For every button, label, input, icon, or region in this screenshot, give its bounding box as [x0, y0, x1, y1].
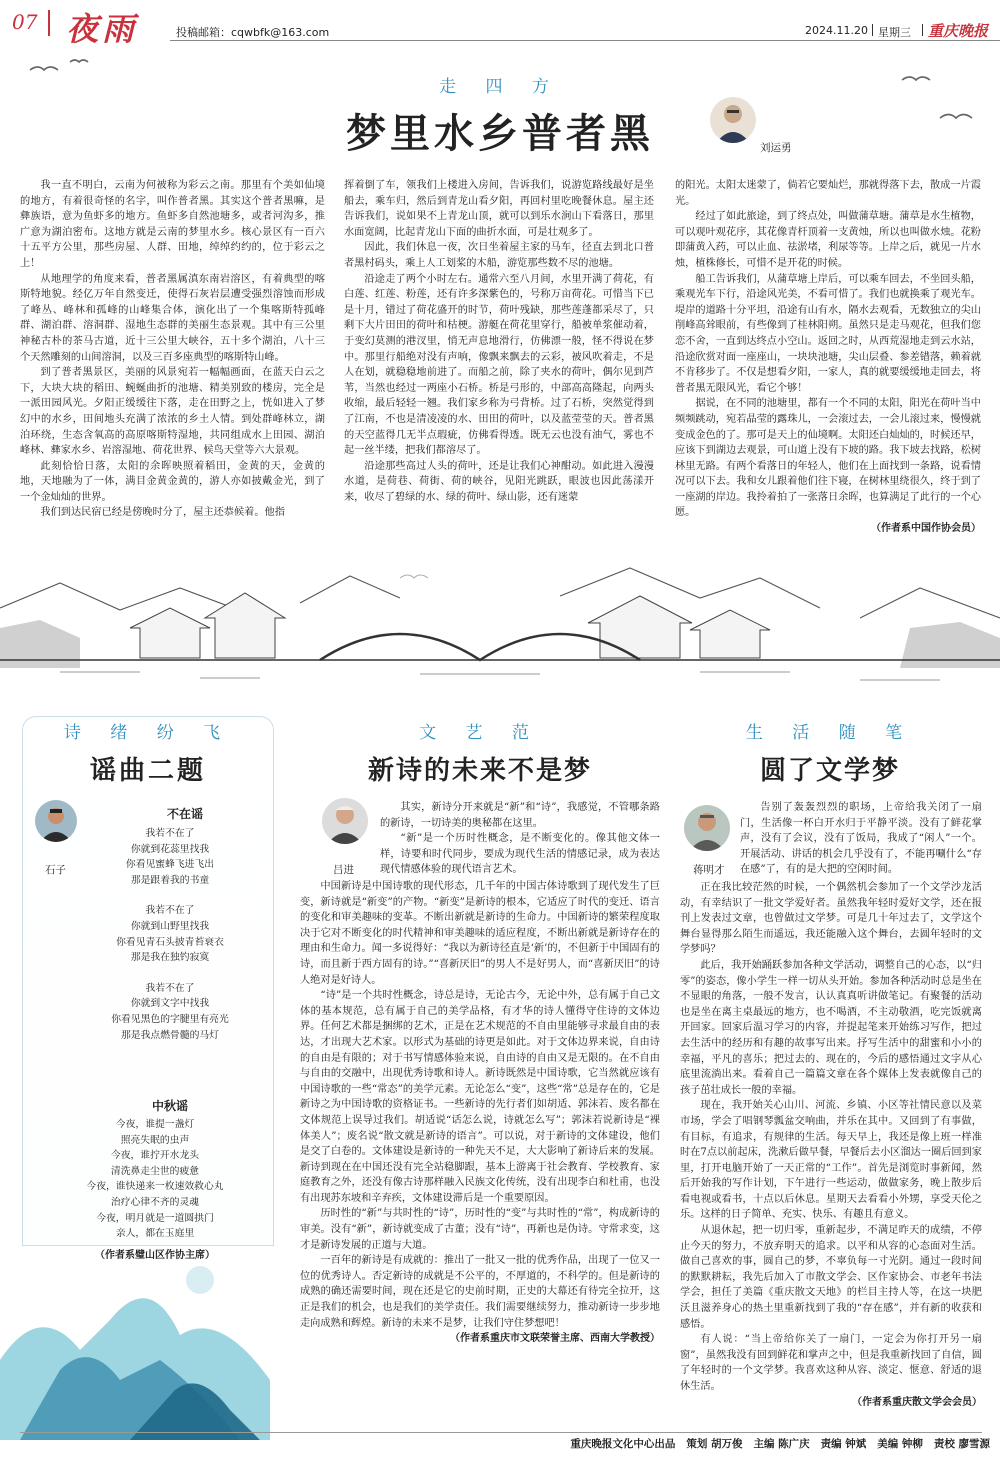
- lead-paragraph: 经过了如此旅途，到了终点处，叫做蒲草塘。蒲草是水生植物，可以观叶观花序，其花像青杆顶着一支黄烛，所以也叫做水烛。花粉即蒲黄入药，可以止血、祛淤堵，利尿等等。上岸之后，就见一片水烛，植株修长，可惜不是开花的时候。: [675, 211, 981, 269]
- poetry-byline: （作者系璧山区作协主席）: [95, 1250, 215, 1261]
- weekday: 星期三: [878, 26, 911, 39]
- footer-credits: [460, 1436, 990, 1451]
- lead-column-1: [20, 178, 325, 521]
- footer-label: 美编: [877, 1438, 899, 1450]
- lead-column-2: [344, 178, 654, 505]
- lead-paragraph: 挥着倒了车，领我们上楼进入房间，告诉我们，说游览路线最好是坐船去，乘车归，然后到青龙山看夕阳，再回村里吃晚餐休息。屋主还告诉我们，说如果不上青龙山顶，就可以到乐水涧山下看落日，那里水面宽阔，比起青龙山下面的曲折水面，可是壮观多了。: [344, 180, 654, 238]
- lead-paragraph: 沿途那些高过人头的荷叶，还是让我们心神酣动。如此进入漫漫水道，是荷巷、荷街、荷的峡谷，见阳光跳跃，眼波也因此荡漾开来，收尽了碧绿的水、绿的荷叶、绿山影，还有迷蒙: [344, 460, 654, 503]
- life-paragraph: 此后，我开始踊跃参加各种文学活动，调整自己的心态，以“归零”的姿态，像小学生一样一切从头开始。参加各种活动时总是坐在不显眼的角落，一般不发言，认认真真听讲做笔记。有聚餐的活动也是坐在离主桌最远的地方，也不喝酒，不主动敬酒，吃完饭就离开回家。回家后温习学习的内容，并提起笔来开始练习写作，把过去生活中的经历和有趣的故事写出来。抒写生活中的甜蜜和小小的幸福，平凡的喜乐；把过去的、现在的，今后的感悟通过文字从心底里流淌出来。看着自己一篇篇文章在各个媒体上发表就像自己的孩子茁壮成长一般的幸福。: [680, 959, 982, 1096]
- life-paragraph: 从退休起，把一切归零，重新起步，不满足昨天的成绩，不停止今天的努力，不放弃明天的追求。以平和从容的心态面对生活。做自己喜欢的事，圆自己的梦，不辜负每一寸光阴。通过一段时间的默默耕耘，我先后加入了市散文学会、区作家协会、市老年书法学会，担任了美篇《重庆散文天地》的栏目主持人等，在这一块肥沃且滋养身心的热土里重新找到了我的“存在感”，并有新的收获和感悟。: [680, 1225, 982, 1330]
- newspaper-logo: 重庆晚报: [928, 22, 989, 40]
- footer-org: 重庆晚报文化中心出品: [570, 1438, 676, 1450]
- poem-line: 我若不在了: [145, 905, 195, 917]
- lead-paragraph: 因此，我们休息一夜，次日坐着屋主家的马车，径直去到北口普者黑村码头，乘上人工划桨的木船，游览那些数不尽的池塘。: [344, 242, 654, 269]
- poem-line: 你看见蜜蜂飞进飞出: [125, 859, 215, 871]
- poem-line: 那是我点燃骨髓的马灯: [121, 1029, 219, 1041]
- poem-line: 治疗心律不齐的灵魂: [110, 1196, 200, 1208]
- lead-paragraph: 我们到达民宿已经是傍晚时分了，屋主还恭候着。他指: [40, 507, 285, 519]
- lead-title: 梦里水乡普者黑: [346, 110, 654, 157]
- arts-paragraph: 一百年的新诗是有成就的：推出了一批又一批的优秀作品，出现了一位又一位的优秀诗人。否定新诗的成就是不公平的，不厚道的，不科学的。但是新诗的成熟的确还需要时间，现在还是它的史前时期，正史的大幕还有待完全拉开，这正是我们的机会，也是我们的美学责任。我们需要继续努力，推动新诗一步步地走向成熟和辉煌。新诗的未来不是梦，让我们守住梦想吧！: [300, 1255, 660, 1329]
- poem-line: 那是我在独钓寂寞: [130, 952, 210, 964]
- arts-paragraph: 历时性的“新”与共时性的“诗”，历时性的“变”与共时性的“常”，构成新诗的审美。没有“新”，新诗就变成了古董；没有“诗”，再新也是伪诗。守常求变，这才是新诗发展的正道与大道。: [300, 1208, 660, 1251]
- poem-line: 我若不在了: [145, 828, 195, 839]
- arts-body: [300, 879, 660, 1347]
- footer-name: 钟柳: [901, 1438, 923, 1450]
- arts-body-top: [380, 800, 660, 878]
- footer-label: 主编: [753, 1438, 775, 1450]
- author-photo: [710, 97, 756, 143]
- poem-line: 亲人，都在玉庭里: [115, 1228, 195, 1240]
- lead-byline: （作者系中国作协会员）: [871, 523, 981, 535]
- arts-author-name: 吕进: [333, 864, 354, 876]
- poem-line: 你就到文字中找我: [130, 998, 210, 1010]
- arts-paragraph: “新”是一个历时性概念，是不断变化的。像其他文体一样，诗要和时代同步，要成为现代生活的情感记录，成为表达现代情感体验的现代语言艺术。: [380, 833, 660, 876]
- footer-name: 胡万俊: [711, 1438, 743, 1450]
- poem-line: 今夜，谁拧开水龙头: [110, 1150, 200, 1162]
- mountain-illustration: [0, 1240, 270, 1440]
- footer-name: 陈广庆: [778, 1438, 810, 1450]
- footer-label: 责编: [820, 1438, 842, 1450]
- life-body-top: [740, 800, 982, 878]
- footer-name: 廖雪源: [958, 1438, 990, 1450]
- arts-kicker: 文 艺 范: [419, 723, 541, 743]
- lead-column-3: [675, 178, 981, 537]
- poem-2: [40, 1117, 270, 1242]
- poetry-kicker: 诗 绪 纷 飞: [63, 723, 233, 743]
- lead-paragraph: 从地理学的角度来看，普者黑属滇东南岩溶区，有着典型的喀斯特地貌。经亿万年自然变迁，使得石灰岩层遭受强烈溶蚀而形成了峰丛、峰林和孤峰的山峰集合体，演化出了一个集喀斯特孤峰群、湖泊群、溶洞群、湿地生态群的美丽生态景观。其中有三公里神秘古朴的茶马古道，近十三公里大峡谷，五十多个湖泊，八十三个天然雕刻的山间溶洞，以及三百多座典型的喀斯特山峰。: [20, 273, 325, 363]
- poem-line: 你就到山野里找我: [130, 920, 210, 932]
- poem-line: 你看见黑色的字腱里有亮光: [111, 1013, 229, 1025]
- life-byline: （作者系重庆散文学会会员）: [852, 1396, 982, 1408]
- poem-line: 你看见青石头披青苔衰衣: [116, 936, 224, 948]
- life-title: 圆了文学梦: [759, 756, 900, 786]
- arts-paragraph: 其实，新诗分开来就是“新”和“诗”，我感觉，不管哪条路的新诗，一切诗美的奥秘都在这里。: [380, 802, 660, 829]
- poem-line: 你就到花蕊里找我: [130, 843, 210, 855]
- life-paragraph: 现在，我开始关心山川、河流、乡镇、小区等社情民意以及菜市场，学会了唱钢琴瓢盆交响曲，并乐在其中。又回到了有事做，有目标，有追求，有规律的生活。每天早上，我还是像上班一样准时在7点以前起床，洗漱后做早餐，早餐后去小区溜达一圈后回到家里，打开电脑开始了一天正常的“工作”。首先是浏览时事新闻，然后开始我的写作计划，下午进行一些运动，做做家务，晚上散步后看电视或看书，十点以后休息。星期天去看看小外甥，享受天伦之乐。这样的日子简单、充实、快乐、有趣且有意义。: [680, 1100, 982, 1221]
- life-paragraph: 正在我比较茫然的时候，一个偶然机会参加了一个文学沙龙活动，有幸结识了一批文学爱好者。虽然我年轻时爱好文学，还在报刊上发表过文章，也曾做过文学梦。可是几十年过去了，文学这个舞台显得那么陌生而遥远，我还能融入这个舞台，去圆年轻时的文学梦吗？: [680, 882, 982, 956]
- weekday-divider: [922, 24, 923, 36]
- arts-paragraph: 中国新诗是中国诗歌的现代形态，几千年的中国古体诗歌到了现代发生了巨变，新诗就是“新变”的产物。“新变”是新诗的根本，它适应了时代的变迁、语言的变化和审美趣味的变革。不断出新就是新诗的生命力。中国新诗的繁荣程度取决于它对不断变化的时代精神和审美趣味的适应程度，不断出新就是新诗存在的理由和生命力。闻一多说得好：“我以为新诗径直是‘新’的，不但新于中国固有的诗，而且新于西方固有的诗。”“喜新厌旧”的男人不是好男人，而“喜新厌旧”的诗人绝对是好诗人。: [300, 881, 660, 986]
- life-paragraph: 有人说：“当上帝给你关了一扇门，一定会为你打开另一扇窗”，虽然我没有回到鲜花和掌声之中，但是我重新找回了自信，圆了年轻时的一个文学梦。我喜欢这种从容、淡定、惬意、舒适的退休生活。: [680, 1334, 982, 1392]
- page-number-divider: [48, 10, 50, 36]
- poem-1: [70, 826, 270, 1043]
- poet-name: 石子: [45, 864, 66, 876]
- section-logo: 夜雨: [66, 10, 139, 48]
- arts-byline: （作者系重庆市文联荣誉主席、西南大学教授）: [450, 1333, 660, 1345]
- lead-kicker: 走 四 方: [439, 77, 561, 97]
- issue-date: 2024.11.20: [805, 24, 868, 37]
- poem-line: 今夜，谁提一盏灯: [115, 1119, 195, 1130]
- poem-line: 清洗鼻走尘世的疲惫: [110, 1165, 200, 1177]
- poetry-title: 谣曲二题: [89, 756, 206, 786]
- life-kicker: 生 活 随 笔: [745, 723, 915, 743]
- lead-paragraph: 沿途走了两个小时左右。通常六至八月间，水里开满了荷花，有白莲、红莲、粉莲，还有许多深紫色的，号称万亩荷花。可惜当下已是十月，错过了荷花盛开的时节，荷叶残缺，那些莲蓬都采尽了，只剩下大片田田的荷叶和枯梗。游艇在荷花里穿行，船被单浆催动着，于变幻莫测的港汊里，悄无声息地滑行，仿佛漂一般，怪不得说在梦中。那里行船绝对没有声响，像飘来飘去的云彩，被风吹着走，不是人在划，就稳稳地前进了。而船之前，除了夹水的荷叶，偶尔见到芦苇，当然也经过一两座小石桥。桥是弓形的，中部高高隆起，向两头收缩，最后轻轻一翘。我们家乡称为弓背桥。过了石桥，突然觉得到了江南，不也是清凌凌的水、田田的荷叶，以及蓝莹莹的天。普者黑的天空蓝得几无半点瑕疵，仿佛看得透。既无云也没有油气，雾也不起一丝半缕，把我们都溶尽了。: [344, 273, 654, 457]
- poem-line: 今夜，明月就是一道圆拱门: [96, 1212, 214, 1224]
- poem-1-title: 不在谣: [166, 807, 203, 821]
- arts-paragraph: “诗”是一个共时性概念，诗总是诗，无论古今，无论中外，总有属于自己文体的基本规范，总有属于自己的美学品格，有才华的诗人懂得守住诗的文体边界。任何艺术都是捆绑的艺术，正是在艺术规范的不自由里能够寻求最自由的表达，才出现大艺术家。以形式为基础的诗更是如此。对于文体边界来说，自由诗的自由是有限的；对于书写情感体验来说，自由诗的自由又是无限的。在不自由与自由的交融中，出现优秀诗歌和诗人。新诗既然是中国诗歌，它当然就应该有中国诗歌的一些“常态”的美学元素。无论怎么“变”，这些“常”总是存在的，它是新诗之为中国诗歌的资格证书。一些新诗的先行者们如胡适、郭沫若、废名都在文体规范上误导过我们。胡适说“话怎么说，诗就怎么写”；郭沫若说新诗是“裸体美人”；废名说“散文就是新诗的语言”。可以说，对于新诗的文体建设，他们是交了白卷的。文体建设是新诗的一种先天不足，大大影响了新诗后来的发展。新诗到现在在中国还没有完全站稳脚跟，基本上游离于社会教育、学校教育、家庭教育之外，还没有像古诗那样融入民族文化传统，没有出现李白和杜甫，也没有出现苏东坡和辛弃疾，文体建设滞后是一个重要原因。: [300, 990, 660, 1204]
- poem-line: 照亮失眠的虫声: [120, 1134, 190, 1146]
- life-paragraph: 告别了轰轰烈烈的职场，上帝给我关闭了一扇门，生活像一杯白开水归于平静平淡。没有了鲜花掌声，没有了会议，没有了饭局，我成了“闲人”一个。开展活动、讲话的机会几乎没有了，不能再唰什么“存在感”了，有的是大把的空闲时间。: [740, 802, 982, 876]
- footer-rule: [20, 1432, 982, 1433]
- lead-author: 刘运勇: [760, 142, 792, 154]
- poem-line: 那是跟着我的书童: [130, 874, 210, 886]
- lead-paragraph: 的阳光。太阳太迷蒙了，倘若它要灿烂，那就得落下去，散成一片霞光。: [675, 180, 981, 207]
- page-number: 07: [12, 10, 38, 34]
- life-author-photo: [684, 805, 730, 851]
- contribution-email: 投稿邮箱：cqwbfk@163.com: [176, 26, 330, 39]
- lead-paragraph: 我一直不明白，云南为何被称为彩云之南。那里有个美如仙境的地方，有着很奇怪的名字，叫作普者黑。其实这个普者黑嘛，是彝族语，意为鱼虾多的地方。鱼虾多自然池塘多，或者河沟多，推广意为湖泊密布。这地方就是云南的梦里水乡。核心景区有一百六十五平方公里，那些房屋、人群、田地，绰绰约约的，位于彩云之上！: [20, 180, 325, 269]
- water-town-illustration: [0, 548, 1000, 698]
- footer-name: 钟斌: [845, 1438, 867, 1450]
- lead-paragraph: 据说，在不同的池塘里，都有一个不同的太阳，阳光在荷叶当中频频跳动，宛若晶莹的露珠儿，一会滚过去，一会儿滚过来，慢慢就变成金色的了。那可是天上的仙境啊。太阳还白灿灿的，时候还早，应该下到湖边去观景，可山道上没有下坡的路。我下坡去找路，松树林里无路。有两个看落日的年轻人，他们在上面找到一条路，说看情况可以下去。我和女儿跟着他们往下寝，在树林里绕很久，终于到了一座湖的岸边。我拎着拍了一张落日余晖，也算满足了此行的一个心愿。: [675, 398, 981, 519]
- footer-label: 策划: [686, 1438, 708, 1450]
- poem-line: 我若不在了: [145, 982, 195, 994]
- poem-2-title: 中秋谣: [151, 1099, 188, 1113]
- footer-label: 责校: [933, 1438, 955, 1450]
- arts-title: 新诗的未来不是梦: [367, 756, 592, 786]
- lead-paragraph: 船工告诉我们，从蒲草塘上岸后，可以乘车回去，不坐回头船，乘观光车下行，沿途风光美，不看可惜了。我们也就换乘了观光车。堤岸的道路十分平坦，沿途有山有水，隔水去观看，无数独立的尖山削峰高耸眼前，有些像到了桂林阳朔。虽然只是走马观花，但我们您恋不舍，一直到达终点小空山。返回之时，从西荒湿地走到云水站，沿途欣赏对面一座座山，一块块池塘，尖山层叠、参差错落，赖着就不肯移步了。不仅是想看夕阳，一家人，真的就要缓缓地走回去，将普者黑无限风光，看它个够！: [675, 273, 981, 394]
- lead-paragraph: 此刻恰恰日落，太阳的余晖映照着稻田，金黄的天，金黄的地，天地融为了一体，满目金黄金黄的，游人亦如披戴金光，到了一个金灿灿的世界。: [20, 460, 325, 503]
- date-divider: [872, 24, 873, 36]
- life-author-name: 蒋明才: [693, 864, 725, 876]
- lead-paragraph: 到了普者黑景区，美丽的风景宛若一幅幅画面，在蓝天白云之下，大块大块的稻田、蜿蜒曲折的池塘、精美别致的楼房，完全是一派田园风光。夕阳正缓缓往下落，走在田野之上，恍如进入了梦幻中的水乡，田间地头充满了浓浓的乡土人情。到处群峰林立，湖泊环绕，生态含氧高的高原喀斯特湿地，共同组成水上田园、湖泊峰林、彝家水乡、岩溶湿地、荷花世界、候鸟天堂等六大景观。: [20, 367, 325, 457]
- life-body: [680, 880, 982, 1410]
- poem-line: 今夜，谁快递来一枚速效救心丸: [86, 1181, 224, 1193]
- arts-author-photo: [322, 798, 368, 844]
